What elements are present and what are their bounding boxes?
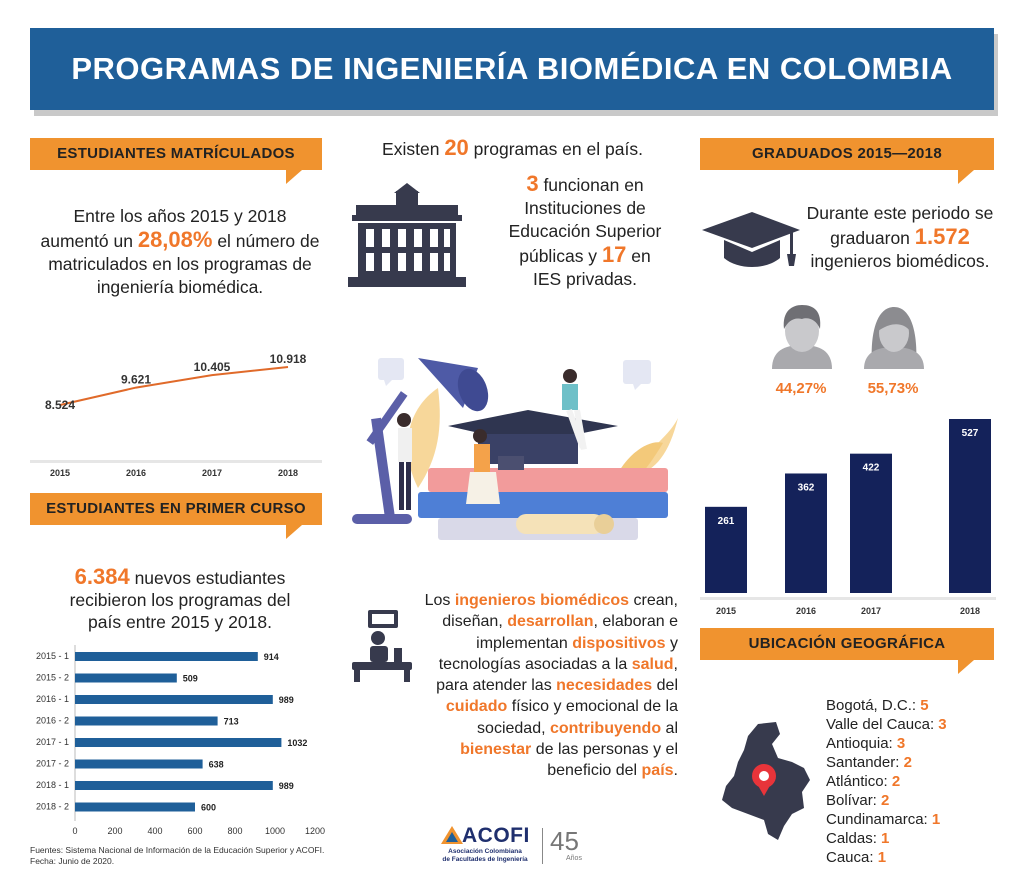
vbar-axis [700,597,996,600]
hbar-bar [75,760,203,769]
programas-line1-post: programas en el país. [473,139,643,159]
department-item [826,753,996,772]
hbar-value-label: 989 [278,781,294,791]
matriculados-series-line [60,367,288,405]
female-percentage: 55,73% [867,380,919,397]
matriculados-line-chart [30,345,330,480]
ingenieros-text-span: del [652,677,678,695]
department-count: 1 [931,811,941,828]
hbar-value-label: 989 [278,695,294,705]
line-data-label: 10.918 [269,352,307,366]
hbar-x-tick: 800 [227,826,243,836]
hbar-bar [75,781,273,790]
ingenieros-highlight: contribuyendo [549,719,662,737]
programas-privadas-num: 17 [601,242,627,267]
department-count: 3 [938,716,947,733]
ingenieros-highlight: bienestar [460,741,532,759]
building-icon [348,183,466,287]
line-data-label: 10.405 [193,360,231,375]
primer-curso-text [35,566,325,633]
department-name: Bolívar: [826,792,882,809]
page-title: PROGRAMAS DE INGENIERÍA BIOMÉDICA EN COLOMBIA [30,28,994,110]
primer-curso-bar-chart [25,645,335,840]
hbar-bar [75,717,218,726]
department-count: 3 [896,735,906,752]
graduados-bar-chart [700,410,1000,620]
acofi-sub2: de Facultades de Ingeniería [442,856,528,863]
programas-priv-text1: en [631,246,651,266]
programas-pub-text3: Educación Superior [508,221,662,241]
matriculados-text-pre: Entre los años 2015 y 2018 aumentó un [40,206,287,251]
hbar-x-tick: 1000 [264,826,286,836]
hbar-category-label: 2015 - 1 [35,651,69,661]
programas-pub-text2: Instituciones de [524,198,646,218]
primer-curso-text2: recibieron los programas del [69,590,291,610]
hbar-bar [75,652,258,661]
line-chart-axis [30,460,322,463]
department-item [826,715,996,734]
vbar-value-label: 422 [862,462,880,474]
doctor-patient-icon [348,610,418,682]
vbar-value-label: 362 [797,482,815,494]
vbar-tick-label: 2017 [860,606,882,616]
department-name: Cundinamarca: [826,811,932,828]
line-tick-label: 2016 [125,468,147,478]
male-percentage: 44,27% [775,380,827,397]
ingenieros-text-span: , para atender las [436,655,678,695]
department-name: Cauca: [826,849,878,866]
anniversary-number: 45 [550,826,579,856]
department-count: 2 [903,754,912,771]
source-note [30,845,324,867]
line-tick-label: 2017 [201,468,223,478]
ingenieros-text-span: crean, diseñan, [442,592,678,631]
department-name: Valle del Cauca: [826,716,939,733]
ingenieros-highlight: desarrollan [507,613,594,631]
vbar-bar [850,454,892,593]
ingenieros-highlight: cuidado [445,698,508,716]
graduados-text3: ingenieros biomédicos. [810,251,990,271]
programas-pub-text4: públicas y [519,246,598,266]
programas-line1 [345,136,680,161]
ingenieros-highlight: salud [631,655,674,673]
department-name: Antioquia: [826,735,897,752]
line-tick-label: 2018 [277,468,299,478]
ingenieros-text-span: físico y emocional de la sociedad, [477,698,678,737]
anniversary-label: Años [566,855,582,862]
male-avatar-icon [770,305,834,369]
matriculados-text [40,205,320,299]
department-item [826,829,996,848]
department-count: 5 [920,697,929,714]
graduados-num: 1.572 [914,224,970,249]
hbar-x-tick: 1200 [304,826,326,836]
acofi-logo-name: ACOFI [462,824,530,847]
graduados-text1: Durante este periodo se [806,203,994,223]
hbar-category-label: 2017 - 1 [35,737,69,747]
hbar-category-label: 2015 - 2 [35,672,69,683]
source-line2: Fecha: Junio de 2020. [30,856,115,866]
ingenieros-highlight: país [641,762,674,780]
acofi-logo-icon [441,826,463,848]
department-count: 2 [881,792,890,809]
hbar-bar [75,695,273,704]
hbar-value-label: 509 [182,673,198,684]
vbar-tick-label: 2015 [715,606,737,616]
ingenieros-text-span: Los [424,592,455,609]
ingenieros-highlight: ingenieros biomédicos [454,592,630,609]
hbar-value-label: 600 [201,802,217,813]
line-data-label: 9.621 [120,372,152,387]
ubicacion-heading: UBICACIÓN GEOGRÁFICA [700,628,994,660]
female-avatar-icon [862,305,926,369]
programas-priv-text2: IES privadas. [532,269,638,289]
ingenieros-text-span: , elaboran e implementan [476,613,678,652]
department-name: Caldas: [826,830,882,847]
department-name: Bogotá, D.C.: [826,697,921,714]
hbar-bar [75,803,195,812]
graduation-cap-icon [702,212,800,270]
hbar-category-label: 2016 - 1 [35,694,69,704]
ingenieros-highlight: necesidades [556,677,653,695]
hbar-category-label: 2017 - 2 [35,758,69,769]
primer-curso-num: 6.384 [74,564,130,589]
hbar-value-label: 713 [223,716,239,727]
department-item [826,848,996,867]
programas-count: 20 [444,135,469,160]
hbar-value-label: 638 [208,759,224,770]
primer-curso-text1: nuevos estudiantes [134,568,286,588]
graduados-text [790,202,1010,273]
department-list [826,696,996,867]
department-count: 1 [877,849,887,866]
hbar-value-label: 914 [263,652,279,662]
primer-curso-heading: ESTUDIANTES EN PRIMER CURSO [30,493,322,525]
hbar-x-tick: 0 [72,826,78,836]
programas-pub-text1: funcionan en [543,175,644,195]
department-item [826,791,996,810]
acofi-sub1: Asociación Colombiana [448,848,522,855]
students-illustration [348,348,678,544]
acofi-logo-subtitle [430,848,540,864]
hbar-value-label: 1032 [287,738,308,748]
logo-divider [542,828,543,864]
department-name: Atlántico: [826,773,892,790]
hbar-bar [75,738,281,747]
matriculados-heading: ESTUDIANTES MATRÍCULADOS [30,138,322,170]
hbar-bar [75,674,177,683]
department-item [826,696,996,715]
vbar-value-label: 527 [961,428,979,439]
ingenieros-text-span: al [661,719,678,737]
line-data-label: 8.524 [44,398,76,412]
source-line1: Fuentes: Sistema Nacional de Información de la Educación Superior y ACOFI. [30,845,325,855]
hbar-category-label: 2016 - 2 [35,715,69,726]
programas-detail [480,172,690,291]
department-name: Santander: [826,754,904,771]
department-item [826,772,996,791]
hbar-x-tick: 400 [147,826,163,836]
vbar-tick-label: 2018 [959,606,981,616]
programas-line1-pre: Existen [382,139,440,159]
programas-publicas-num: 3 [526,171,539,196]
primer-curso-text3: país entre 2015 y 2018. [88,612,272,632]
department-item [826,810,996,829]
vbar-bar [949,419,991,593]
matriculados-pct: 28,08% [137,227,213,252]
hbar-x-tick: 200 [107,826,123,836]
line-tick-label: 2015 [49,468,71,478]
department-item [826,734,996,753]
ingenieros-text-span: . [673,762,678,780]
ingenieros-text-span: y tecnologías asociadas a la [438,634,678,673]
hbar-category-label: 2018 - 1 [35,780,69,790]
vbar-tick-label: 2016 [795,606,817,616]
hbar-x-tick: 600 [187,826,203,836]
colombia-map-icon [718,722,818,842]
department-count: 2 [891,773,901,790]
graduados-heading: GRADUADOS 2015—2018 [700,138,994,170]
ingenieros-highlight: dispositivos [572,634,666,652]
ingenieros-text-span: de las personas y el beneficio del [531,741,678,780]
ingenieros-paragraph [420,590,678,782]
department-count: 1 [881,830,890,847]
matriculados-text-post: el número de matriculados en los programas de ingeniería biomédica. [48,231,320,297]
hbar-category-label: 2018 - 2 [35,801,69,812]
vbar-value-label: 261 [717,515,735,527]
graduados-text2: graduaron [830,228,910,248]
